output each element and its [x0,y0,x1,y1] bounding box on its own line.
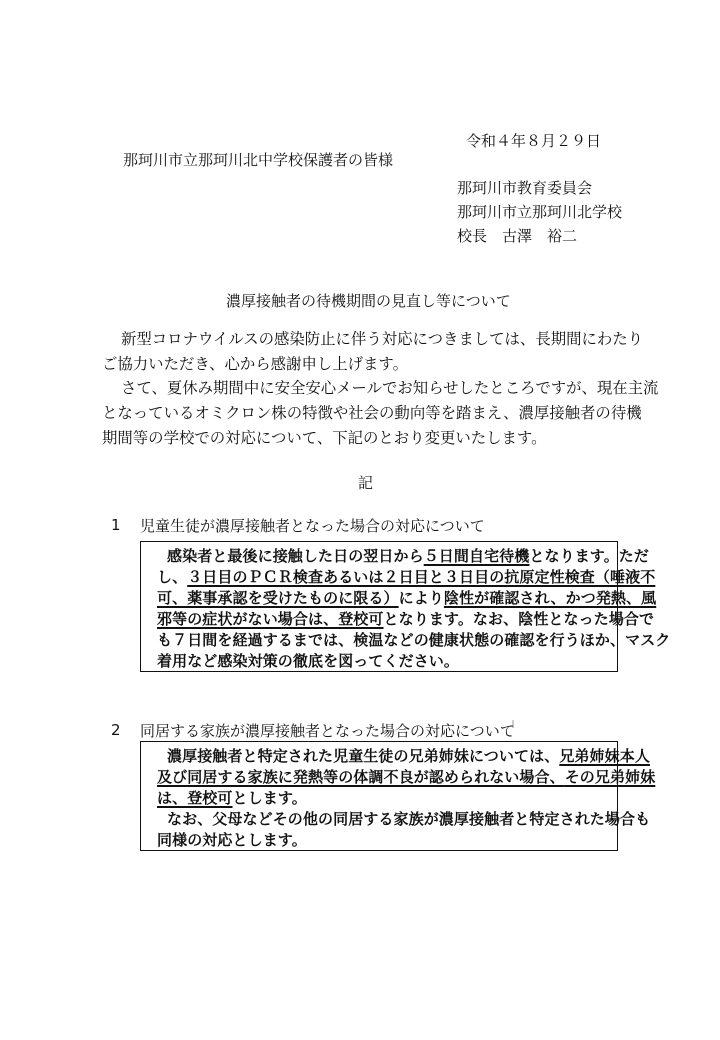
s1-l4a-underlined: 邪等の症状がない場合は、登校可 [157,610,384,628]
s1-line-5: も７日間を経過するまでは、検温などの健康状態の確認を行うほか、マスク [157,631,671,649]
s1-l3a-underlined: 可、薬事承認を受けたものに限る） [157,589,399,607]
s1-line-6: 着用など感染対策の徹底を図ってください。 [157,652,460,670]
s2-l2a-underlined: 及び同居する家族に発熱等の体調不良が認められない場合、 [157,768,565,786]
s2-line-1 [157,746,650,767]
document-date: 令和４年８月２９日 [466,132,602,150]
body-line-4: となっているオミクロン株の特徴や社会の動向等を踏まえ、濃厚接触者の待機 [102,404,642,422]
s2-line-2 [157,767,656,788]
s1-line-3 [157,588,657,609]
body-line-3: さて、夏休み期間中に安全安心メールでお知らせしたところですが、現在主流 [121,379,659,397]
body-line-5: 期間等の学校での対応について、下記のとおり変更いたします。 [102,429,547,447]
body-line-2: ご協力いただき、心から感謝申し上げます。 [102,355,408,373]
ki-marker: 記 [358,474,374,492]
section-2-heading: 同居する家族が濃厚接触者となった場合の対応について [140,722,515,740]
s2-l2b-underlined: その兄弟姉妹 [564,768,656,786]
s1-l3b: により [398,589,444,607]
s2-line-4: なお、父母などその他の同居する家族が濃厚接触者と特定された場合も [167,810,651,828]
s1-l2b-underlined: ３日目のＰＣＲ検査あるいは２日目と３日目の抗原定性検査（唾液不 [187,568,656,586]
s1-l3c-underlined: 陰性が確認され、かつ発熱、風 [443,589,657,607]
s1-l1a: 感染者と最後に接触した日の翌日から [167,547,424,565]
s1-line-1 [157,546,650,567]
s1-l2a: し、 [157,568,188,586]
s1-line-4 [157,609,655,630]
document-title: 濃厚接触者の待機期間の見直し等について [226,292,511,310]
sender-school: 那珂川市立那珂川北学校 [457,203,623,221]
s2-line-5: 同様の対応とします。 [157,831,307,849]
s2-l3a-underlined: は、登校可 [157,789,233,807]
section-1-number: 1 [111,516,121,534]
section-1-box [140,541,671,672]
section-2-number: 2 [111,721,121,739]
section-1-heading: 児童生徒が濃厚接触者となった場合の対応について [140,517,485,535]
body-line-1: 新型コロナウイルスの感染防止に伴う対応につきましては、長期間にわたり [121,330,644,348]
s2-l1b-underlined: 兄弟姉妹本人 [559,747,650,765]
s1-l1b-underlined: ５日間自宅待機 [423,547,530,565]
sender-board: 那珂川市教育委員会 [457,179,593,197]
s1-l1c: となります。ただ [529,547,650,565]
section-2-box [140,741,656,851]
recipient-line: 那珂川市立那珂川北中学校保護者の皆様 [123,151,394,169]
s1-l4b: となります。なお、陰性となった場合で [383,610,655,628]
s1-line-2 [157,567,656,588]
s2-l1a: 濃厚接触者と特定された児童生徒の兄弟姉妹については、 [167,747,560,765]
sender-principal: 校長 古澤 裕二 [457,227,578,245]
s2-line-3 [157,788,609,809]
s2-l3b: とします。 [232,789,307,807]
